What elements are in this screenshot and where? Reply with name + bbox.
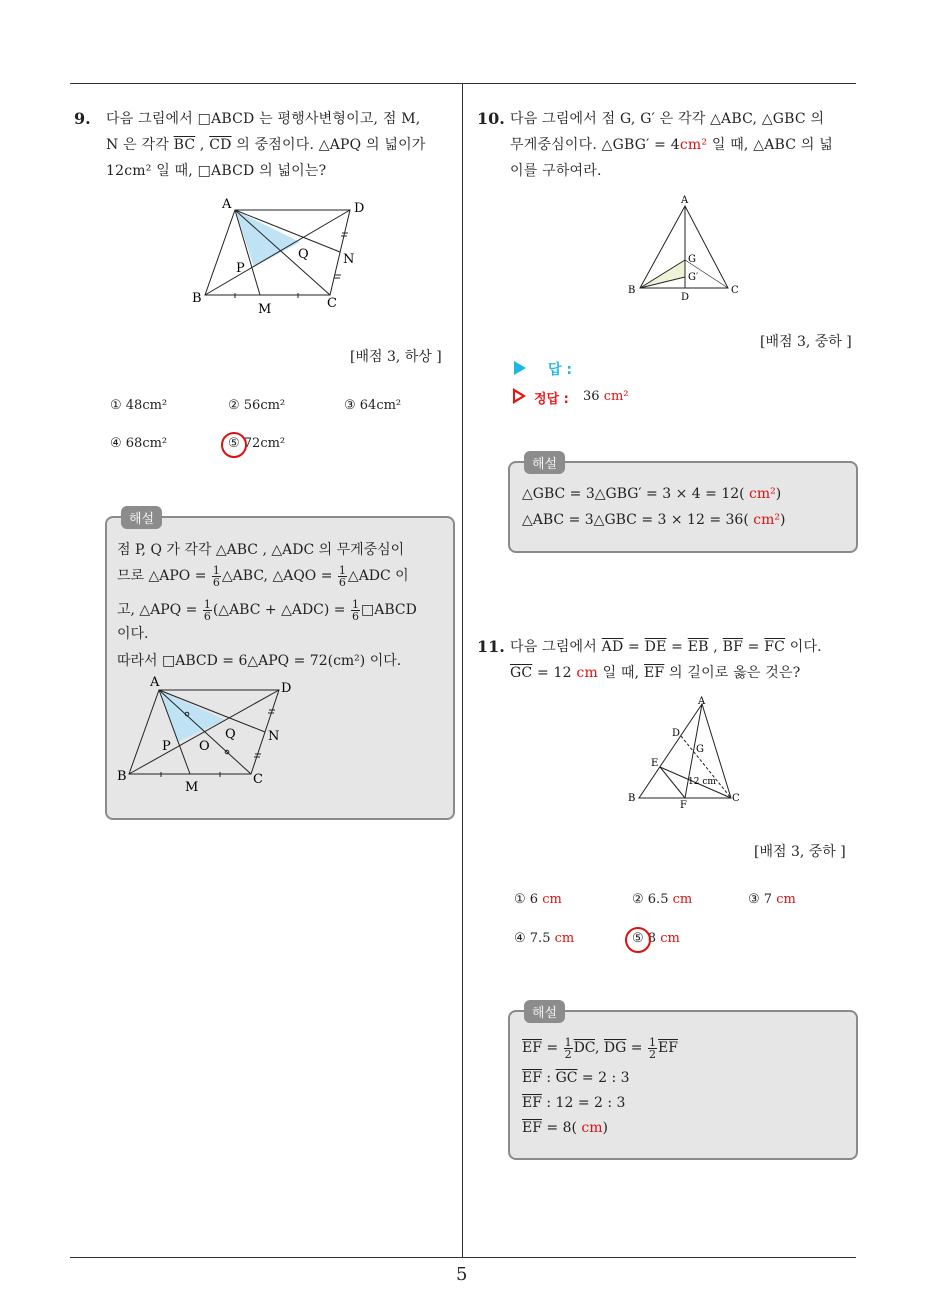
sol-label-N: N [268,729,280,744]
correct-answer-value: 36 cm² [583,389,629,404]
question-text: 다음 그림에서 $\overline{AD} = \overline{DE} = \overline{EB}$ , $\overline{BF} = \overline{FC}$ 이다. $\overline{GC} = 12$ cm 일 때, $\overline{EF}$ 의 길이로 옳은 것은? [510,639,822,681]
solution-line-3: $\overline{EF}$ : 12 = 2 : 3 [522,1095,626,1111]
sol-label-C: C [253,772,263,787]
question-text: 다음 그림에서 □ABCD 는 평행사변형이고, 점 M, N 은 각각 $\overline{BC}$ , $\overline{CD}$ 의 중점이다. △APQ 의 넓이가 12cm² 일 때, □ABCD 의 넓이는? [106,111,426,179]
label-B: B [628,793,636,804]
solution-line-4: $\overline{EF} = 8$( cm) [522,1120,608,1136]
choice-4[interactable]: ④ 68cm² [110,436,168,451]
choice-1[interactable]: ① 48cm² [110,398,168,413]
sol-label-D: D [281,681,292,696]
label-D: D [681,292,690,302]
label-D: D [354,201,365,216]
page-number: 5 [456,1264,468,1285]
choice-2[interactable]: ② 6.5 cm [632,892,693,907]
parallelogram-figure [190,195,380,320]
label-A: A [681,195,689,206]
solution-line-1: $\overline{EF}$ = $\frac{1}{2}$ $\overline{DC}$, $\overline{DG}$ = $\frac{1}{2}$ $\overline{EF}$ [522,1035,678,1061]
score-info: [배점 3, 중하 ] [760,334,852,350]
label-D: D [672,728,681,739]
solution-line-4: 이다. [117,626,149,642]
label-G: G [696,744,704,755]
solution-box [508,457,858,553]
label-A: A [698,696,706,707]
label-G-prime: G′ [688,272,699,283]
question-text: 다음 그림에서 점 G, G′ 은 각각 △ABC, △GBC 의 무게중심이다. △GBG′ = 4cm² 일 때, △ABC 의 넓 이를 구하여라. [510,111,833,179]
solution-line-1: △GBC = 3△GBG′ = 3 × 4 = 12( cm²) [522,486,782,502]
solution-line-1: 점 P, Q 가 각각 △ABC , △ADC 의 무게중심이 [117,542,405,558]
choice-5[interactable]: ⑤ 72cm² [228,436,286,451]
answer-label: 답 : [548,362,572,378]
bottom-rule [70,1257,856,1258]
label-length: 12 cm [688,777,716,787]
score-info: [배점 3, 중하 ] [754,844,846,860]
solution-line-2: 므로 △APO = $\frac{1}{6}$ △ABC, △AQO = $\frac{1}{6}$ △ADC 이 [117,563,409,589]
sol-label-P: P [162,739,171,754]
label-F: F [680,800,687,809]
label-P: P [236,261,245,276]
choice-3[interactable]: ③ 64cm² [344,398,402,413]
choice-3[interactable]: ③ 7 cm [748,892,796,907]
sol-label-M: M [185,780,199,795]
label-N: N [343,252,355,267]
answer-marker-icon [514,361,526,375]
solution-tag: 해설 [524,1000,565,1023]
choice-2[interactable]: ② 56cm² [228,398,286,413]
question-number: 11. [477,637,505,656]
label-B: B [628,285,636,296]
solution-tag: 해설 [121,506,162,529]
column-divider [462,83,463,1258]
correct-marker-inner [515,392,522,400]
sol-label-O: O [199,739,210,754]
sol-label-A: A [150,675,160,690]
label-C: C [731,285,739,296]
solution-figure [117,670,297,800]
label-G: G [688,254,696,265]
label-M: M [258,302,272,317]
triangle-figure [624,192,744,302]
solution-line-5: 따라서 □ABCD = 6△APQ = 72(cm²) 이다. [117,653,402,669]
question-number: 10. [477,109,505,128]
solution-box [105,512,455,820]
answer-circle [221,432,247,458]
sol-label-B: B [117,769,127,784]
score-info: [배점 3, 하상 ] [350,349,442,365]
triangle-figure [624,694,744,809]
answer-circle [625,927,651,953]
label-C: C [732,793,740,804]
question-number: 9. [74,109,91,128]
label-Q: Q [298,247,309,262]
solution-line-3: 고, △APQ = $\frac{1}{6}$ (△ABC + △ADC) = $\frac{1}{6}$ □ABCD [117,597,417,623]
solution-line-2: $\overline{EF}$ : $\overline{GC} = 2$ : 3 [522,1070,630,1086]
sol-label-Q: Q [225,727,236,742]
choice-4[interactable]: ④ 7.5 cm [514,931,575,946]
solution-tag: 해설 [524,451,565,474]
label-B: B [192,291,202,306]
label-A: A [222,197,232,212]
solution-line-2: △ABC = 3△GBC = 3 × 12 = 36( cm²) [522,512,786,528]
solution-box [508,1006,858,1160]
top-rule [70,83,856,84]
choice-1[interactable]: ① 6 cm [514,892,562,907]
choice-5[interactable]: ⑤ 8 cm [632,931,680,946]
label-C: C [327,296,337,311]
label-E: E [651,758,659,769]
correct-answer-label: 정답 : [534,392,569,407]
